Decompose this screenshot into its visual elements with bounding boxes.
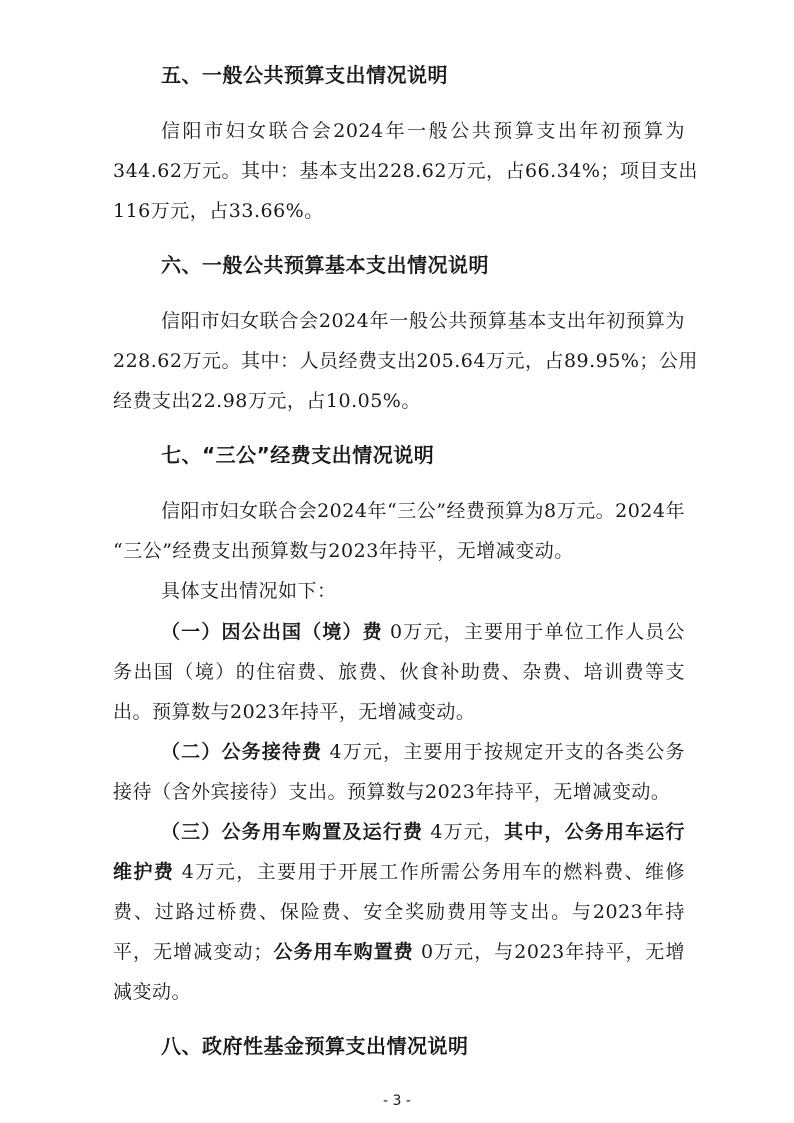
paragraph-line: 228.62万元。其中：人员经费支出205.64万元，占89.95%；公用 [113,350,698,372]
paragraph-line: 信阳市妇女联合会2024年一般公共预算基本支出年初预算为 [161,310,685,332]
section-6-heading: 六、一般公共预算基本支出情况说明 [161,253,489,277]
section-8-heading: 八、政府性基金预算支出情况说明 [161,1034,469,1058]
paragraph-line: 具体支出情况如下： [161,580,337,602]
paragraph-line: 接待（含外宾接待）支出。预算数与2023年持平，无增减变动。 [113,781,671,803]
paragraph-line: 116万元，占33.66%。 [113,200,324,222]
item-3-text: 4万元，主要用于开展工作所需公务用车的燃料费、维修 [174,861,685,883]
item-3-text: 0万元，与2023年持平，无增 [413,941,685,963]
paragraph-line: 务出国（境）的住宿费、旅费、伙食补助费、杂费、培训费等支 [113,661,685,683]
paragraph-line: 经费支出22.98万元，占10.05%。 [113,390,421,412]
paragraph-line: 减变动。 [113,981,192,1003]
item-3-bold-text: 其中，公务用车运行 [504,821,685,843]
paragraph-line: 出。预算数与2023年持平，无增减变动。 [113,701,476,723]
item-3-line-2 [113,860,685,884]
item-1-line [161,620,685,644]
paragraph-line: “三公”经费支出预算数与2023年持平，无增减变动。 [113,540,574,562]
maintenance-fee-label: 维护费 [113,861,175,883]
item-1-text: 0万元，主要用于单位工作人员公 [382,621,685,643]
paragraph-line: 信阳市妇女联合会2024年一般公共预算支出年初预算为 [161,120,685,142]
item-2-label: （二）公务接待费 [161,741,323,763]
item-3-label: （三）公务用车购置及运行费 [161,821,424,843]
vehicle-purchase-label: 公务用车购置费 [272,941,414,963]
paragraph-line: 信阳市妇女联合会2024年“三公”经费预算为8万元。2024年 [161,500,685,522]
item-2-line [161,740,685,764]
section-5-heading: 五、一般公共预算支出情况说明 [161,63,448,87]
paragraph-line: 费、过路过桥费、保险费、安全奖励费用等支出。与2023年持 [113,901,685,923]
item-1-label: （一）因公出国（境）费 [161,621,383,643]
item-3-line [161,820,685,844]
item-3-text: 平，无增减变动； [113,941,273,963]
section-7-heading: 七、“三公”经费支出情况说明 [161,443,435,467]
item-2-text: 4万元，主要用于按规定开支的各类公务 [322,741,685,763]
paragraph-line: 344.62万元。其中：基本支出228.62万元，占66.34%；项目支出 [113,160,698,182]
item-3-line-4 [113,940,685,964]
page-number: - 3 - [383,1093,411,1109]
item-3-text: 4万元， [423,821,505,843]
